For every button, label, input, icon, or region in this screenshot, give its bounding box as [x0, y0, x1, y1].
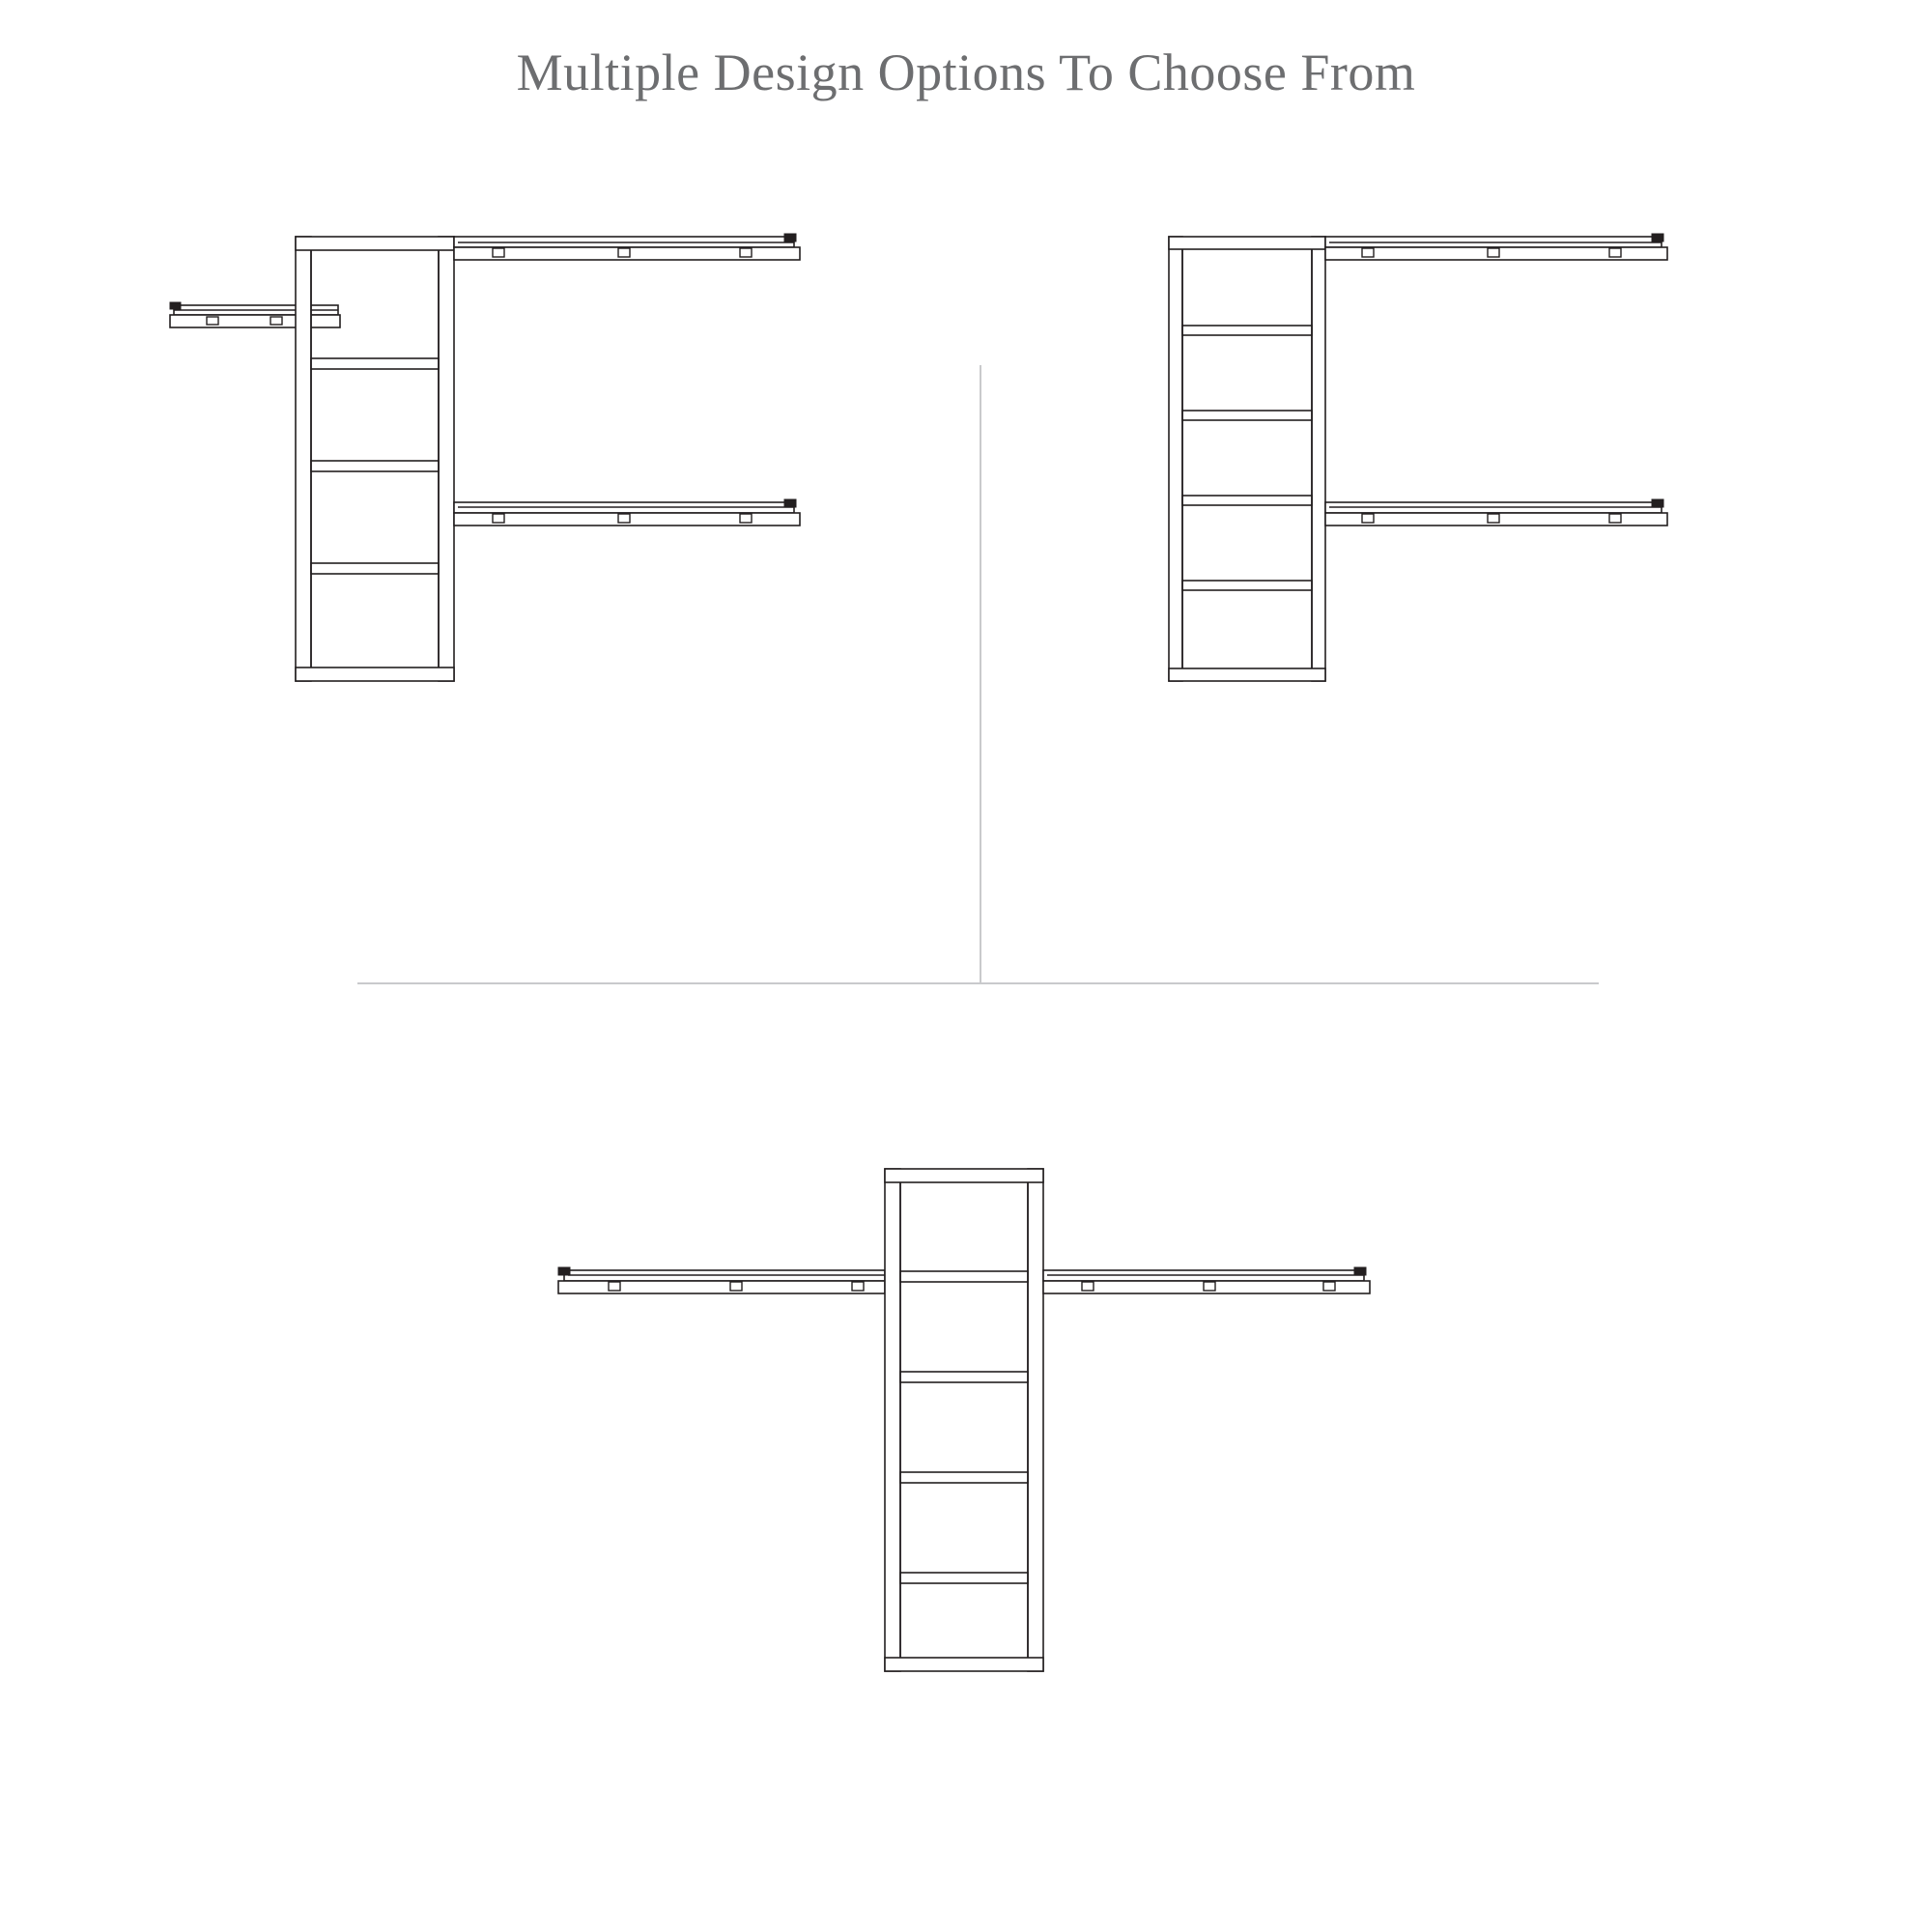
rod-right-middle-2: [1325, 499, 1667, 526]
rod-right-top-2: [1325, 234, 1667, 260]
rod-left-3: [558, 1267, 885, 1293]
design-1[interactable]: [164, 266, 898, 691]
page-title: Multiple Design Options To Choose From: [516, 43, 1416, 101]
rod-right-3: [1043, 1267, 1370, 1293]
tower-2: [1169, 237, 1325, 681]
rod-left-upper: [170, 302, 340, 327]
design-3[interactable]: [551, 1190, 1449, 1692]
design-2[interactable]: [1150, 266, 1748, 691]
rod-right-top: [454, 234, 800, 260]
vertical-divider: [980, 365, 981, 983]
rod-right-middle: [454, 499, 800, 526]
tower-3: [885, 1169, 1043, 1671]
tower-1: [296, 237, 454, 681]
horizontal-divider: [357, 982, 1599, 984]
